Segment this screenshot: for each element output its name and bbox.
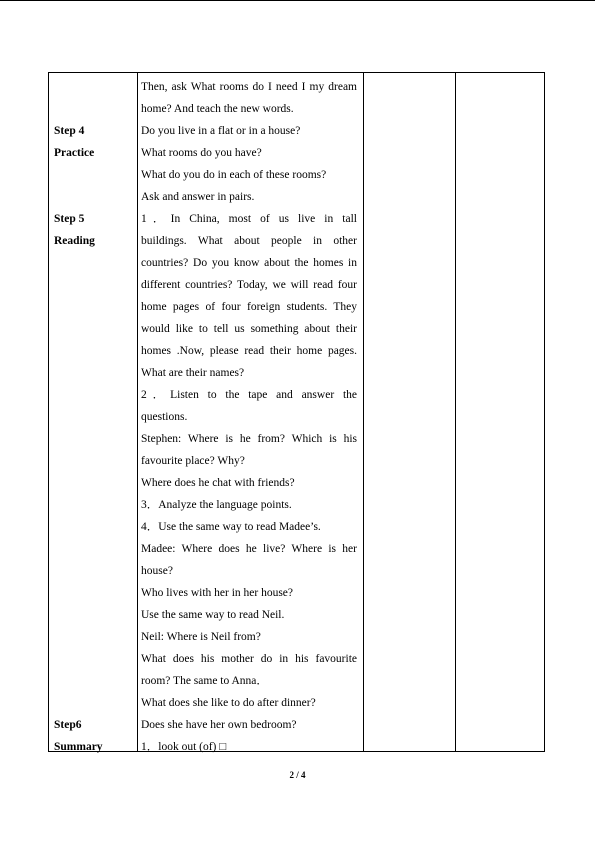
content-line: Use the same way to read Neil.	[141, 609, 285, 621]
content-line: Neil: Where is Neil from?	[141, 631, 261, 643]
content-line: 3．Analyze the language points.	[141, 499, 292, 511]
page-top-rule	[0, 0, 595, 1]
column-divider	[363, 73, 364, 751]
column-divider	[455, 73, 456, 751]
step-6-label: Step6	[54, 719, 82, 731]
content-line: homes .Now, please read their home pages.	[141, 345, 357, 357]
step-5-label: Step 5	[54, 213, 85, 225]
content-line: questions.	[141, 411, 188, 423]
content-line: 2．Listen to the tape and answer the	[141, 389, 357, 401]
page-number: 2 / 4	[289, 770, 306, 780]
content-line: 1．In China, most of us live in tall	[141, 213, 357, 225]
content-line: Do you live in a flat or in a house?	[141, 125, 301, 137]
step-4-title: Practice	[54, 147, 95, 159]
content-line: 4．Use the same way to read Madee’s.	[141, 521, 321, 533]
content-line: Where does he chat with friends?	[141, 477, 295, 489]
content-line: home pages of four foreign students. They	[141, 301, 357, 313]
content-line: Does she have her own bedroom?	[141, 719, 297, 731]
content-line: What rooms do you have?	[141, 147, 262, 159]
content-line: different countries? Today, we will read four	[141, 279, 357, 291]
content-line: What does his mother do in his favourite	[141, 653, 357, 665]
content-line: Stephen: Where is he from? Which is his	[141, 433, 357, 445]
content-line: What do you do in each of these rooms?	[141, 169, 327, 181]
content-line: home? And teach the new words.	[141, 103, 294, 115]
content-line: countries? Do you know about the homes in	[141, 257, 357, 269]
content-line: would like to tell us something about their	[141, 323, 357, 335]
content-line: What are their names?	[141, 367, 245, 379]
content-line: Madee: Where does he live? Where is her	[141, 543, 357, 555]
lesson-plan-table	[48, 72, 545, 752]
content-line: Then, ask What rooms do I need I my dream	[141, 81, 357, 93]
content-line: favourite place? Why?	[141, 455, 245, 467]
step-6-title: Summary	[54, 741, 103, 753]
content-line: 1．look out (of) □	[141, 741, 227, 753]
content-line: What does she like to do after dinner?	[141, 697, 316, 709]
step-4-label: Step 4	[54, 125, 85, 137]
content-line: room? The same to Anna．	[141, 675, 268, 687]
column-divider	[137, 73, 138, 751]
step-5-title: Reading	[54, 235, 95, 247]
content-line: buildings. What about people in other	[141, 235, 357, 247]
content-line: Who lives with her in her house?	[141, 587, 294, 599]
content-line: house?	[141, 565, 173, 577]
content-line: Ask and answer in pairs.	[141, 191, 255, 203]
